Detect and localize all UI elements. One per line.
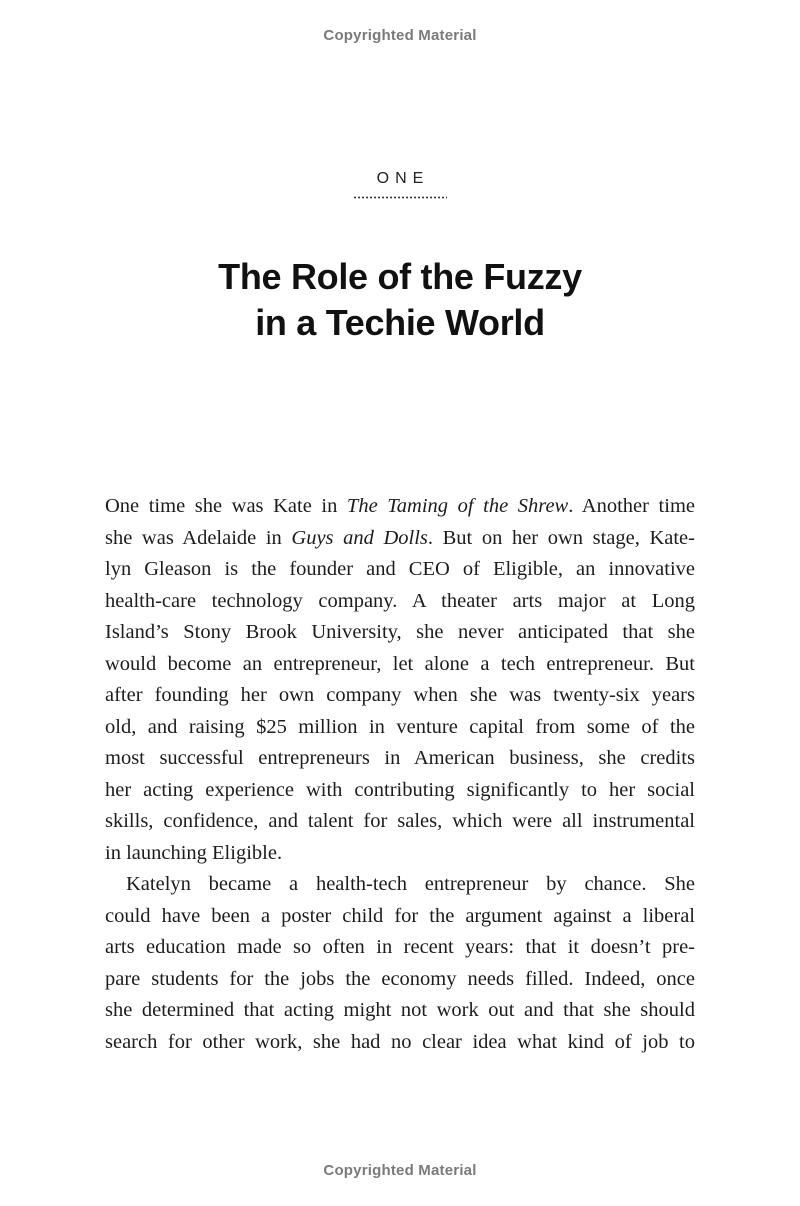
text-line: her acting experience with contributing significantly to her social — [105, 778, 695, 801]
text-line: lyn Gleason is the founder and CEO of Eligible, an innovative — [105, 558, 695, 580]
text-line: skills, confidence, and talent for sales, which were all instrumental — [105, 810, 695, 832]
text-line: search for other work, she had no clear idea what kind of job to — [105, 1030, 695, 1053]
text-line: most successful entrepreneurs in American business, she credits — [105, 747, 695, 769]
text-line: old, and raising $25 million in venture capital from some of the — [105, 715, 695, 738]
text-line: Katelyn became a health-tech entrepreneur by chance. She — [126, 873, 695, 895]
dotted-rule-divider — [353, 196, 447, 199]
italic-title: The Taming of the Shrew — [346, 495, 569, 517]
text-line: health-care technology company. A theater arts major at Long — [105, 589, 695, 612]
text-line: in launching Eligible. — [105, 841, 283, 864]
copyright-watermark-bottom: Copyrighted Material — [323, 1162, 477, 1179]
italic-title: Guys and Dolls — [291, 526, 428, 549]
paragraph-1 — [105, 491, 695, 869]
text-line: Island’s Stony Brook University, she never anticipated that she — [105, 621, 695, 643]
chapter-title-line-2: in a Techie World — [255, 302, 545, 343]
chapter-number: ONE — [376, 170, 430, 187]
text-line: One time she was Kate in The Taming of the Shrew. Another time — [105, 495, 695, 517]
text-line: she determined that acting might not work out and that she should — [105, 999, 695, 1021]
text-line: would become an entrepreneur, let alone a tech entrepreneur. But — [105, 652, 695, 675]
text-line: pare students for the jobs the economy needs filled. Indeed, once — [105, 967, 695, 990]
paragraph-2 — [105, 869, 695, 1058]
text-line: she was Adelaide in Guys and Dolls. But on her own stage, Kate- — [105, 526, 695, 549]
chapter-title — [0, 254, 800, 346]
chapter-title-line-1: The Role of the Fuzzy — [218, 256, 582, 297]
body-text — [105, 491, 695, 1058]
text-line: could have been a poster child for the argument against a liberal — [105, 904, 695, 927]
copyright-watermark-top: Copyrighted Material — [323, 27, 477, 44]
text-line: arts education made so often in recent years: that it doesn’t pre- — [105, 936, 695, 958]
text-line: after founding her own company when she was twenty-six years — [105, 684, 695, 706]
